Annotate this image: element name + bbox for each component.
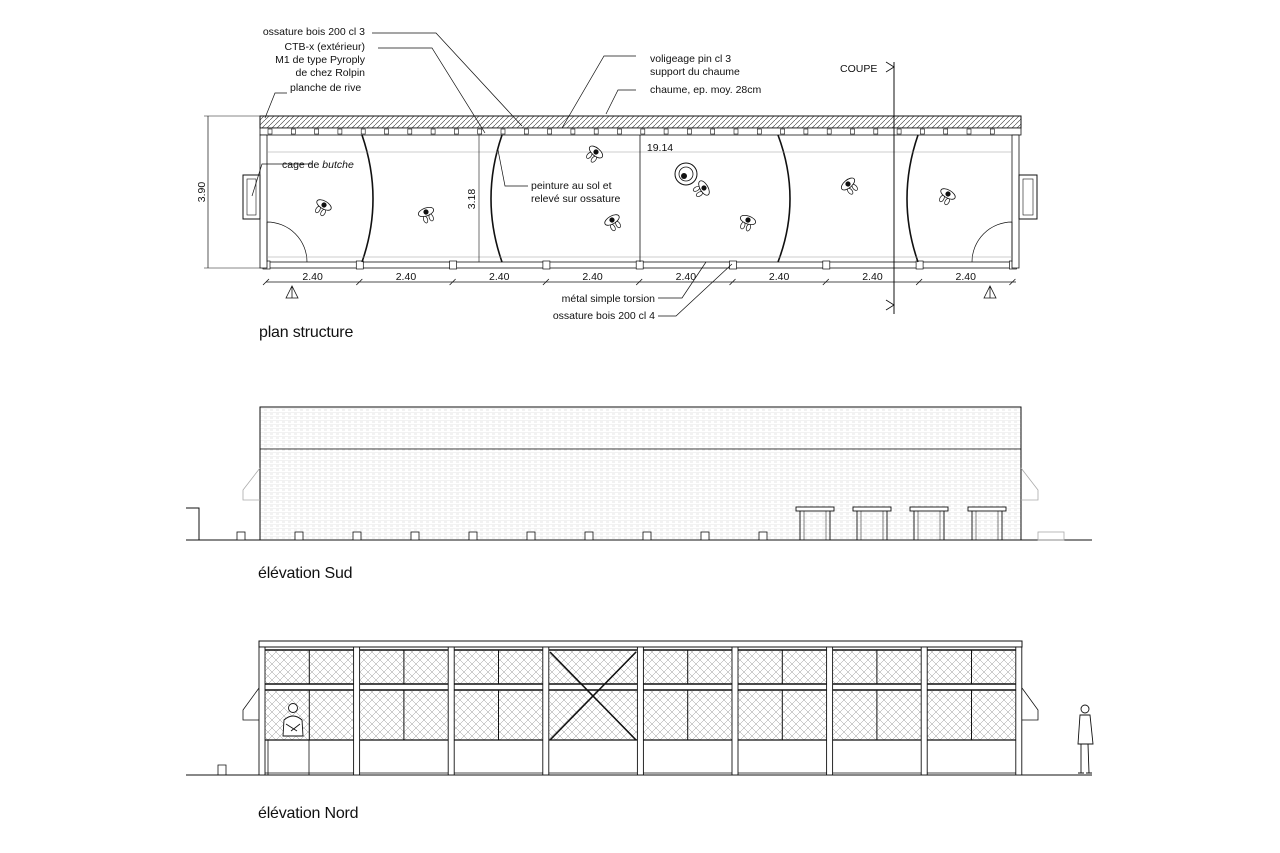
wall-post (594, 129, 598, 134)
dim-overall-width: 3.90 (196, 181, 208, 203)
nord-roof-edge (259, 641, 1022, 647)
wall-post (548, 129, 552, 134)
wall-post (636, 261, 643, 269)
dim-3-18 (466, 135, 479, 262)
base-block (701, 532, 709, 540)
nord-door (268, 740, 309, 775)
nord-post (732, 647, 738, 775)
wall-post (618, 129, 622, 134)
upper-wall (260, 128, 1021, 135)
east-cage (1019, 175, 1037, 219)
label-cage-prefix: cage de (282, 159, 323, 171)
nord-title: élévation Nord (258, 805, 359, 822)
wall-post (385, 129, 389, 134)
label-chaume: chaume, ep. moy. 28cm (650, 84, 762, 96)
label-ctb-line1: CTB-x (extérieur) (284, 41, 365, 53)
plan-people (312, 144, 957, 233)
wall-post (804, 129, 808, 134)
plan-structure (196, 26, 1037, 341)
label-voligeage-2: support du chaume (650, 66, 740, 78)
label-ctb-line2: M1 de type Pyroply (275, 54, 365, 66)
elevation-nord (186, 641, 1093, 822)
wall-post (687, 129, 691, 134)
base-block (411, 532, 419, 540)
label-peinture-2: relevé sur ossature (531, 193, 621, 205)
wall-post (990, 129, 994, 134)
west-cage (243, 175, 260, 219)
inner-grid-lines (267, 135, 1012, 262)
coupe-label: COUPE (840, 63, 878, 75)
nord-west-gable (243, 688, 259, 720)
base-block (295, 532, 303, 540)
bay-dimension-label: 2.40 (768, 271, 790, 283)
person-top-view (583, 144, 605, 165)
wall-post (431, 129, 435, 134)
east-door-swing (972, 222, 1012, 262)
wall-post (315, 129, 319, 134)
label-ossature-bottom: ossature bois 200 cl 4 (552, 310, 655, 322)
wall-post (454, 129, 458, 134)
bay-dimension-label: 2.40 (582, 271, 603, 283)
person-top-view (312, 198, 333, 219)
person-top-view (737, 214, 757, 233)
bay-dimensions (263, 271, 1015, 285)
wall-post (641, 129, 645, 134)
wall-post (543, 261, 550, 269)
nord-west-stub (218, 765, 226, 775)
wall-post (524, 129, 528, 134)
base-block (237, 532, 245, 540)
elevation-sud (186, 407, 1092, 582)
label-voligeage-1: voligeage pin cl 3 (650, 53, 732, 65)
label-cage (282, 159, 354, 171)
nord-post (827, 647, 833, 775)
wall-post (478, 129, 482, 134)
nord-post (259, 647, 265, 775)
person-outside (1078, 705, 1093, 773)
bay-dimension-label: 2.40 (302, 271, 323, 283)
wall-post (781, 129, 785, 134)
dim-inner-width: 3.18 (466, 188, 478, 210)
label-metal: métal simple torsion (561, 293, 655, 305)
wall-post (967, 129, 971, 134)
nord-post (921, 647, 927, 775)
wall-post (711, 129, 715, 134)
wall-post (916, 261, 923, 269)
person-top-view (839, 176, 861, 197)
wall-post (291, 129, 295, 134)
wall-post (874, 129, 878, 134)
sud-east-step (1038, 532, 1064, 540)
wall-post (734, 129, 738, 134)
wall-post (823, 261, 830, 269)
wall-post (920, 129, 924, 134)
label-cage-italic: butche (322, 159, 354, 171)
wall-post (851, 129, 855, 134)
bay-dimension-label: 2.40 (489, 271, 510, 283)
wall-post (664, 129, 668, 134)
person-top-view (936, 187, 957, 208)
west-door-swing (267, 222, 307, 262)
sud-roof (260, 407, 1021, 540)
sud-title: élévation Sud (258, 565, 353, 582)
wall-post (361, 129, 365, 134)
north-marker-west (286, 286, 298, 298)
nord-post (637, 647, 643, 775)
base-block (759, 532, 767, 540)
wall-post (827, 129, 831, 134)
dim-overall-length: 19.14 (646, 142, 674, 154)
nord-post (1016, 647, 1022, 775)
wall-post (450, 261, 457, 269)
wall-post (356, 261, 363, 269)
bay-dimension-label: 2.40 (862, 271, 883, 283)
person-top-view (417, 206, 437, 225)
sud-east-gable (1021, 468, 1038, 500)
north-marker-east (984, 286, 996, 298)
wall-post (408, 129, 412, 134)
nord-east-gable (1022, 688, 1038, 720)
wall-post (897, 129, 901, 134)
tree-symbol (675, 163, 697, 185)
person-top-view (603, 213, 624, 234)
chaume-band (260, 116, 1021, 128)
nord-post (543, 647, 549, 775)
base-block (353, 532, 361, 540)
wall-post (501, 129, 505, 134)
sud-left-marker (186, 508, 199, 540)
base-block (585, 532, 593, 540)
bay-dimension-label: 2.40 (675, 271, 697, 283)
nord-post (354, 647, 360, 775)
wall-post (268, 129, 272, 134)
label-planche: planche de rive (290, 82, 362, 94)
label-ctb-line3: de chez Rolpin (295, 67, 365, 79)
wall-post (571, 129, 575, 134)
east-end-wall (1012, 135, 1019, 268)
wall-post (757, 129, 761, 134)
bay-dimension-label: 2.40 (395, 271, 417, 283)
wall-post (944, 129, 948, 134)
sud-west-gable (243, 468, 260, 500)
west-end-wall (260, 135, 267, 268)
base-block (643, 532, 651, 540)
bay-dimension-label: 2.40 (955, 271, 976, 283)
label-peinture-1: peinture au sol et (531, 180, 612, 192)
base-block (527, 532, 535, 540)
plan-title: plan structure (259, 324, 354, 341)
nord-post (448, 647, 454, 775)
lower-wall (262, 261, 1016, 269)
label-ossature-top: ossature bois 200 cl 3 (262, 26, 365, 38)
wall-post (338, 129, 342, 134)
base-block (469, 532, 477, 540)
